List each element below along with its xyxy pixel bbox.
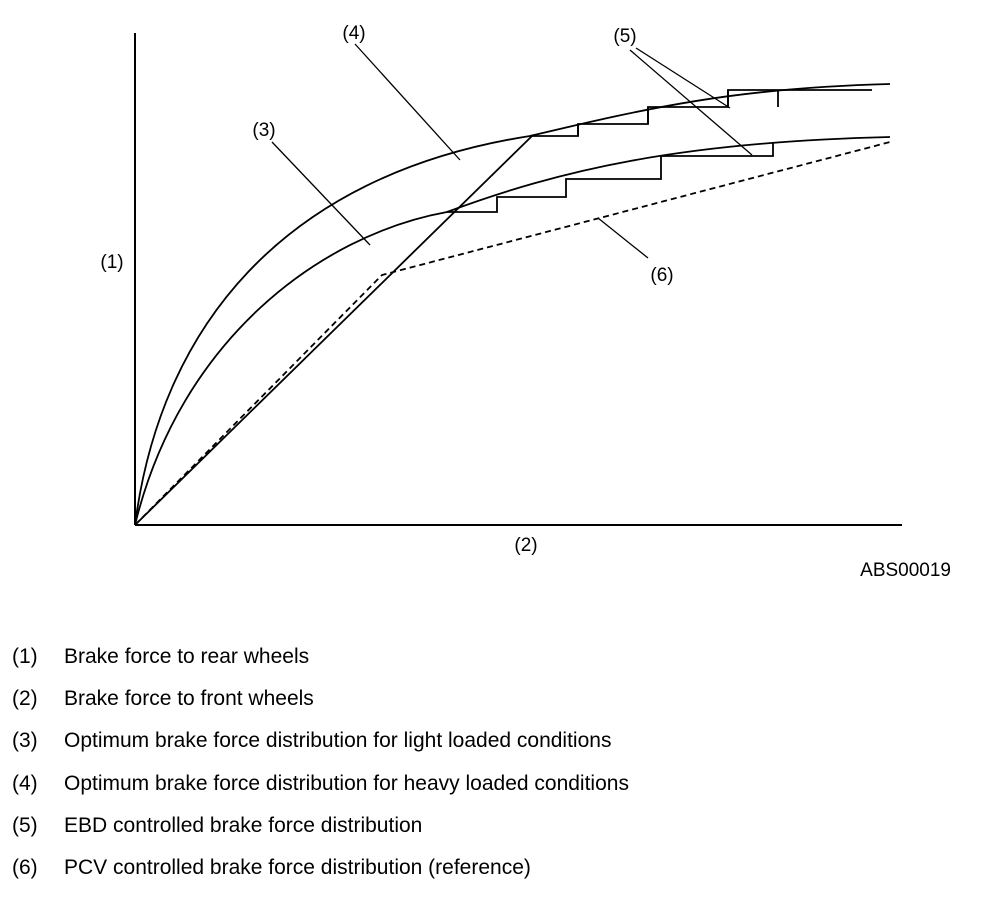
legend-item — [12, 644, 629, 686]
heavy-load-optimum-curve — [135, 84, 890, 525]
legend-number: (2) — [12, 687, 38, 711]
ebd-steps-light — [447, 142, 773, 212]
legend-number: (3) — [12, 729, 38, 753]
initial-distribution-line — [135, 136, 532, 525]
pcv-distribution-dashed-line — [135, 142, 890, 525]
legend-text: Optimum brake force distribution for heavy loaded conditions — [64, 771, 629, 795]
callout-3: (3) — [252, 120, 276, 141]
ebd-steps-heavy — [532, 90, 872, 136]
legend-number: (5) — [12, 813, 38, 837]
callout-6: (6) — [650, 265, 674, 286]
legend-list — [12, 644, 629, 897]
leader-line-5b — [630, 50, 752, 155]
legend-number: (1) — [12, 645, 38, 668]
legend-text: Optimum brake force distribution for light loaded conditions — [64, 729, 612, 753]
leader-line-3 — [272, 142, 370, 245]
callout-4: (4) — [342, 23, 366, 44]
legend-text: PCV controlled brake force distribution (reference) — [64, 855, 531, 879]
callout-5: (5) — [613, 26, 637, 47]
legend-item — [12, 813, 629, 855]
legend-number: (6) — [12, 855, 38, 879]
callout-2: (2) — [514, 535, 538, 556]
legend-item — [12, 771, 629, 813]
ebd-step-verticals-heavy — [578, 90, 778, 136]
figure-code: ABS00019 — [860, 560, 951, 581]
callout-1: (1) — [100, 252, 124, 273]
legend-item — [12, 855, 629, 897]
legend-number: (4) — [12, 771, 38, 795]
light-load-optimum-curve — [135, 137, 890, 525]
leader-line-5a — [636, 48, 730, 108]
legend-text: EBD controlled brake force distribution — [64, 813, 423, 837]
legend-item — [12, 686, 629, 728]
legend-text: Brake force to rear wheels — [64, 645, 310, 668]
legend-text: Brake force to front wheels — [64, 687, 314, 711]
leader-line-4 — [355, 44, 460, 160]
leader-line-6 — [598, 218, 648, 258]
legend-item — [12, 728, 629, 770]
